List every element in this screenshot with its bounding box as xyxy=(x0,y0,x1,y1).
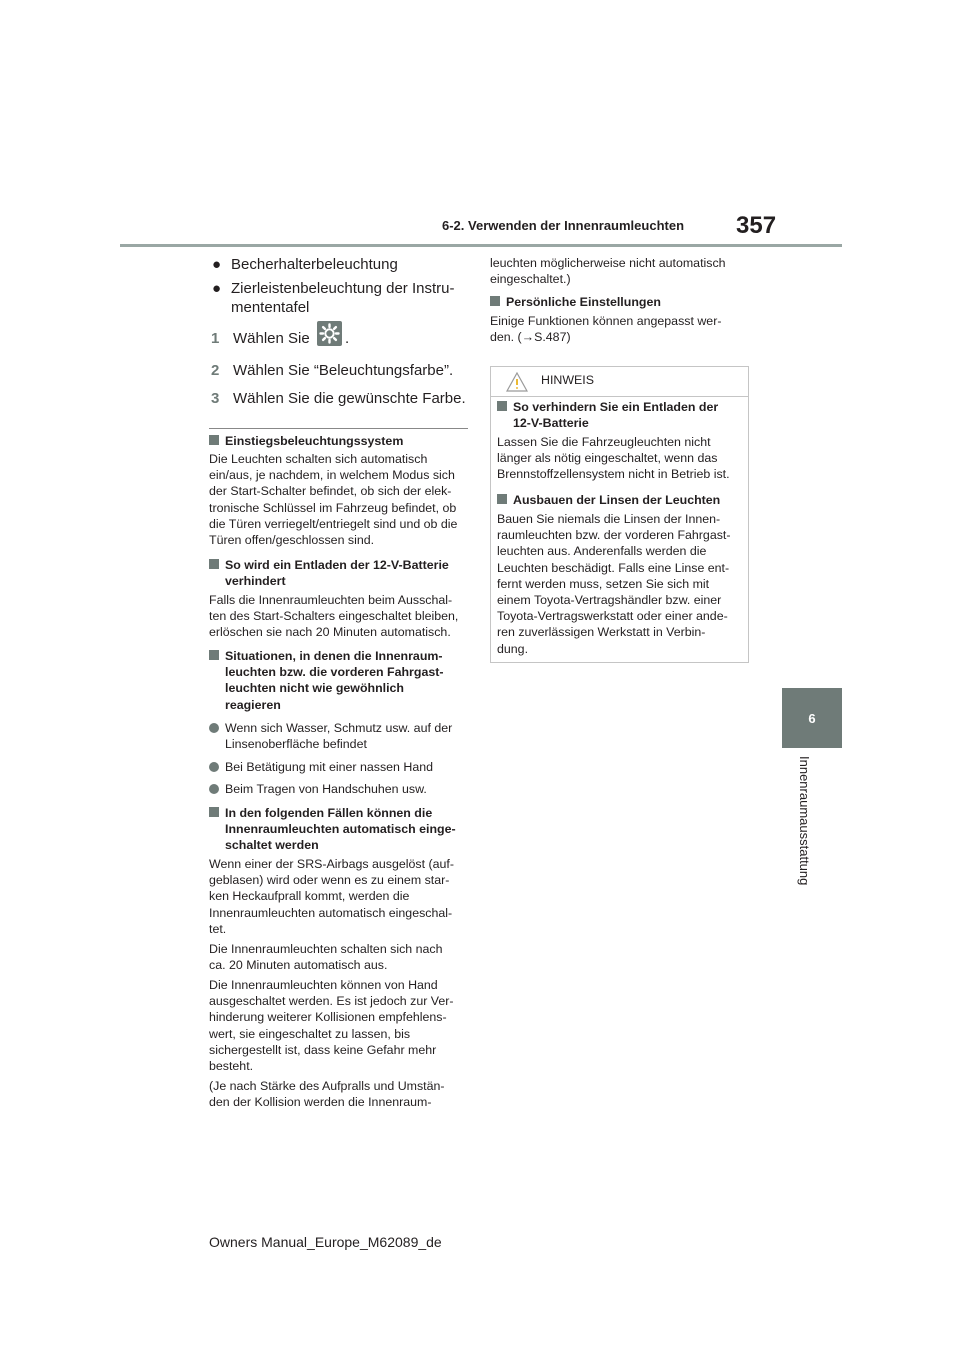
step-text-end: . xyxy=(345,330,350,347)
footer-text: Owners Manual_Europe_M62089_de xyxy=(209,1234,442,1250)
circle-bullet-icon xyxy=(209,723,219,733)
section-divider xyxy=(209,428,468,429)
circle-bullet-icon xyxy=(209,762,219,772)
square-bullet-icon xyxy=(497,494,507,504)
chapter-label xyxy=(782,756,842,886)
square-bullet-icon xyxy=(209,435,219,445)
step-number: 3 xyxy=(211,390,220,407)
notice-paragraph: Lassen Sie die Fahrzeugleuchten nicht länger als nötig eingeschaltet, wenn das Brennstoffzellensystem nicht in Betrieb ist. xyxy=(497,435,730,482)
square-bullet-icon xyxy=(497,401,507,411)
notice-heading: So verhindern Sie ein Entladen der 12-V-Batterie xyxy=(497,399,745,433)
warning-icon xyxy=(506,372,528,392)
step-text: Wählen Sie “Beleuchtungsfarbe”. xyxy=(233,362,454,379)
square-bullet-icon xyxy=(209,650,219,660)
bullet-item xyxy=(212,278,472,322)
bullet-item xyxy=(212,254,472,276)
step-number: 1 xyxy=(211,330,220,347)
step-item xyxy=(211,390,471,412)
square-bullet-icon xyxy=(209,559,219,569)
paragraph: (Je nach Stärke des Aufpralls und Umstän- den der Kollision werden die Innenraum- xyxy=(209,1079,445,1110)
section-heading: So wird ein Entladen der 12-V-Batterie verhindert xyxy=(209,557,471,591)
square-bullet-icon xyxy=(490,296,500,306)
bullet-text: Becherhalterbeleuchtung xyxy=(231,256,398,273)
paragraph: Falls die Innenraumleuchten beim Ausschal- ten des Start-Schalters eingeschaltet bleiben, erlöschen sie nach 20 Minuten automatisch. xyxy=(209,593,459,640)
paragraph: Die Innenraumleuchten schalten sich nach ca. 20 Minuten automatisch aus. xyxy=(209,942,443,973)
step-item xyxy=(211,362,471,384)
step-text: Wählen Sie xyxy=(233,330,310,347)
paragraph: Wenn einer der SRS-Airbags ausgelöst (auf- geblasen) wird oder wenn es zu einem star- ken Heckaufprall kommt, werden die Innenraumleuchten automatisch eingeschal- tet. xyxy=(209,857,454,936)
paragraph: Einige Funktionen können angepasst wer- den. (→S.487) xyxy=(490,314,722,345)
chapter-number: 6 xyxy=(808,710,816,726)
gear-icon xyxy=(317,321,342,346)
step-text: Wählen Sie die gewünschte Farbe. xyxy=(233,390,466,407)
notice-paragraph: Bauen Sie niemals die Linsen der Innen- raumleuchten bzw. der vorderen Fahrgast- leuchten aus. Anderenfalls werden die Leuchten beschädigt. Falls eine Linse ent- fernt werden muss, setzen Sie sich mit einem Toyota-Vertragshändler bzw. einer Toyota-Vertragswerkstatt oder einer ande- ren zuverlässigen Werkstatt in Verbin- dung. xyxy=(497,512,731,656)
header-rule xyxy=(120,244,842,247)
list-item: Bei Betätigung mit einer nassen Hand xyxy=(209,759,471,777)
list-item: Wenn sich Wasser, Schmutz usw. auf der Linsenoberfläche befindet xyxy=(209,720,471,754)
page-number: 357 xyxy=(736,212,777,239)
paragraph: Die Innenraumleuchten können von Hand ausgeschaltet werden. Es ist jedoch zur Ver- hinderung weiterer Kollisionen empfehlens- wert, sie eingeschaltet zu lassen, bis sichergestellt ist, dass keine Gefahr mehr besteht. xyxy=(209,978,454,1074)
notice-title: HINWEIS xyxy=(541,373,595,387)
bullet-text: mententafel xyxy=(231,299,310,316)
bullet-marker: ● xyxy=(212,256,222,273)
list-item: Beim Tragen von Handschuhen usw. xyxy=(209,781,471,799)
paragraph: Die Leuchten schalten sich automatisch ein/aus, je nachdem, in welchem Modus sich der Start-Schalter befindet, ob sich der elek- tronische Schlüssel im Fahrzeug befindet, ob die Türen verriegelt/entriegelt sind und ob die Türen offen/geschlossen sind. xyxy=(209,452,458,548)
bullet-text: Zierleistenbeleuchtung der Instru- xyxy=(231,280,455,297)
square-bullet-icon xyxy=(209,807,219,817)
bullet-marker: ● xyxy=(212,280,222,297)
chapter-tab xyxy=(782,688,842,748)
chapter-title: Innenraumausstattung xyxy=(797,756,812,886)
section-heading: Situationen, in denen die Innenraum- leuchten bzw. die vorderen Fahrgast- leuchten nicht wie gewöhnlich reagieren xyxy=(209,648,471,714)
section-heading: Persönliche Einstellungen xyxy=(490,294,752,312)
notice-divider xyxy=(490,396,749,397)
step-number: 2 xyxy=(211,362,220,379)
section-title: 6-2. Verwenden der Innenraumleuchten xyxy=(442,218,685,233)
notice-heading: Ausbauen der Linsen der Leuchten xyxy=(497,492,745,510)
section-heading: In den folgenden Fällen können die Innenraumleuchten automatisch einge- schaltet werden xyxy=(209,805,471,855)
paragraph: leuchten möglicherweise nicht automatisch eingeschaltet.) xyxy=(490,256,726,287)
circle-bullet-icon xyxy=(209,784,219,794)
step-item xyxy=(211,330,471,352)
